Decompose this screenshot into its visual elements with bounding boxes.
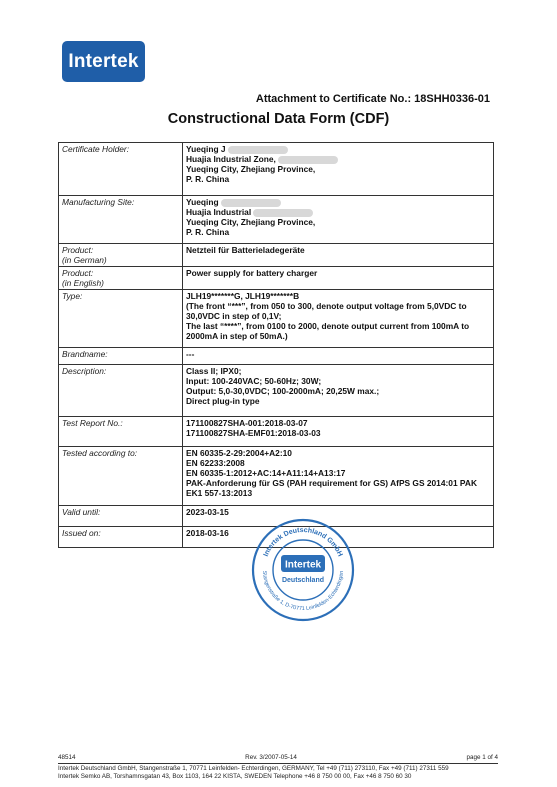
redaction-blur [278, 156, 338, 164]
row-manufacturing-site [59, 196, 494, 244]
row-label: Manufacturing Site: [59, 196, 183, 244]
row-tested-according [59, 447, 494, 506]
value-line: EN 60335-2-29:2004+A2:10 [186, 448, 292, 458]
row-label: Certificate Holder: [59, 143, 183, 196]
footer-meta [58, 754, 498, 764]
row-label: Brandname: [59, 348, 183, 365]
row-value [183, 447, 494, 506]
footer-address-sweden: Intertek Semko AB, Torshamnsgatan 43, Box 1103, 164 22 KISTA, SWEDEN Telephone +46 8 750 00 00, Fax +46 8 750 60 30 [58, 773, 412, 780]
row-brandname [59, 348, 494, 365]
value-line: 171100827SHA-001:2018-03-07 [186, 418, 308, 428]
revision: Rev. 3/2007-05-14 [245, 754, 297, 761]
row-product-german [59, 244, 494, 267]
value-line: The last “****”, from 0100 to 2000, denote output current from 100mA to 2000mA in step of 50mA.) [186, 321, 470, 341]
value-line: Input: 100-240VAC; 50-60Hz; 30W; [186, 376, 322, 386]
value-line: Huajia Industrial [186, 207, 490, 217]
intertek-logo: Intertek [62, 41, 145, 82]
value-line: Direct plug-in type [186, 396, 260, 406]
row-test-report [59, 417, 494, 447]
value-line: P. R. China [186, 227, 230, 237]
stamp-center-text: Deutschland [281, 577, 325, 584]
value-line: Yueqing City, Zhejiang Province, [186, 164, 316, 174]
stamp-logo-text: Intertek [284, 559, 322, 571]
value-line: (The front “***”, from 050 to 300, denote output voltage from 5,0VDC to 30,0VDC in step of 0,1V; [186, 301, 467, 321]
stamp-bottom-arc-text: Stangenstraße 1, D-70771 Leinfelden-Echterdingen [260, 570, 346, 613]
row-certificate-holder [59, 143, 494, 196]
redaction-blur [228, 146, 288, 154]
row-label: Tested according to: [59, 447, 183, 506]
value-line: PAK-Anforderung für GS (PAH requirement for GS) AfPS GS 2014:01 PAK EK1 557-13:2013 [186, 478, 477, 498]
row-label: Issued on: [59, 527, 183, 548]
row-value: --- [183, 348, 494, 365]
row-label: Test Report No.: [59, 417, 183, 447]
value-line: Output: 5,0-30,0VDC; 100-2000mA; 20,25W max.; [186, 386, 380, 396]
intertek-deutschland-stamp [251, 518, 355, 622]
footer-address-germany: Intertek Deutschland GmbH, Stangenstraße 1, 70771 Leinfelden- Echterdingen, GERMANY, Tel +49 (711) 273110, Fax +49 (711) 27311 559 [58, 765, 449, 772]
row-value [183, 143, 494, 196]
cdf-table [58, 142, 494, 548]
value-line: P. R. China [186, 174, 230, 184]
row-value [183, 196, 494, 244]
redaction-blur [253, 209, 313, 217]
row-label: Product: (in German) [59, 244, 183, 267]
row-label: Description: [59, 365, 183, 417]
value-line: EN 60335-1:2012+AC:14+A11:14+A13:17 [186, 468, 346, 478]
stamp-top-arc-text: Intertek Deutschland GmbH [262, 526, 344, 558]
row-product-english [59, 267, 494, 290]
row-label: Type: [59, 290, 183, 348]
value-line: Yueqing J [186, 144, 490, 154]
value-line: JLH19*******G, JLH19*******B [186, 291, 300, 301]
row-value: Netzteil für Batterieladegeräte [183, 244, 494, 267]
page-number: page 1 of 4 [466, 754, 498, 761]
row-value [183, 290, 494, 348]
row-type [59, 290, 494, 348]
value-line: Yueqing [186, 197, 490, 207]
value-line: Yueqing City, Zhejiang Province, [186, 217, 316, 227]
row-description [59, 365, 494, 417]
row-label: Product: (in English) [59, 267, 183, 290]
form-title: Constructional Data Form (CDF) [167, 111, 390, 127]
attachment-certificate-number: Attachment to Certificate No.: 18SHH0336-01 [255, 93, 490, 105]
redaction-blur [221, 199, 281, 207]
row-value [183, 365, 494, 417]
row-label: Valid until: [59, 506, 183, 527]
form-number: 48514 [58, 754, 76, 761]
row-value: 2018-03-16 [183, 527, 494, 548]
row-value [183, 417, 494, 447]
value-line: 171100827SHA-EMF01:2018-03-03 [186, 428, 321, 438]
value-line: EN 62233:2008 [186, 458, 245, 468]
row-value: 2023-03-15 [183, 506, 494, 527]
value-line: Class II; IPX0; [186, 366, 242, 376]
value-line: Huajia Industrial Zone, [186, 154, 490, 164]
row-value: Power supply for battery charger [183, 267, 494, 290]
